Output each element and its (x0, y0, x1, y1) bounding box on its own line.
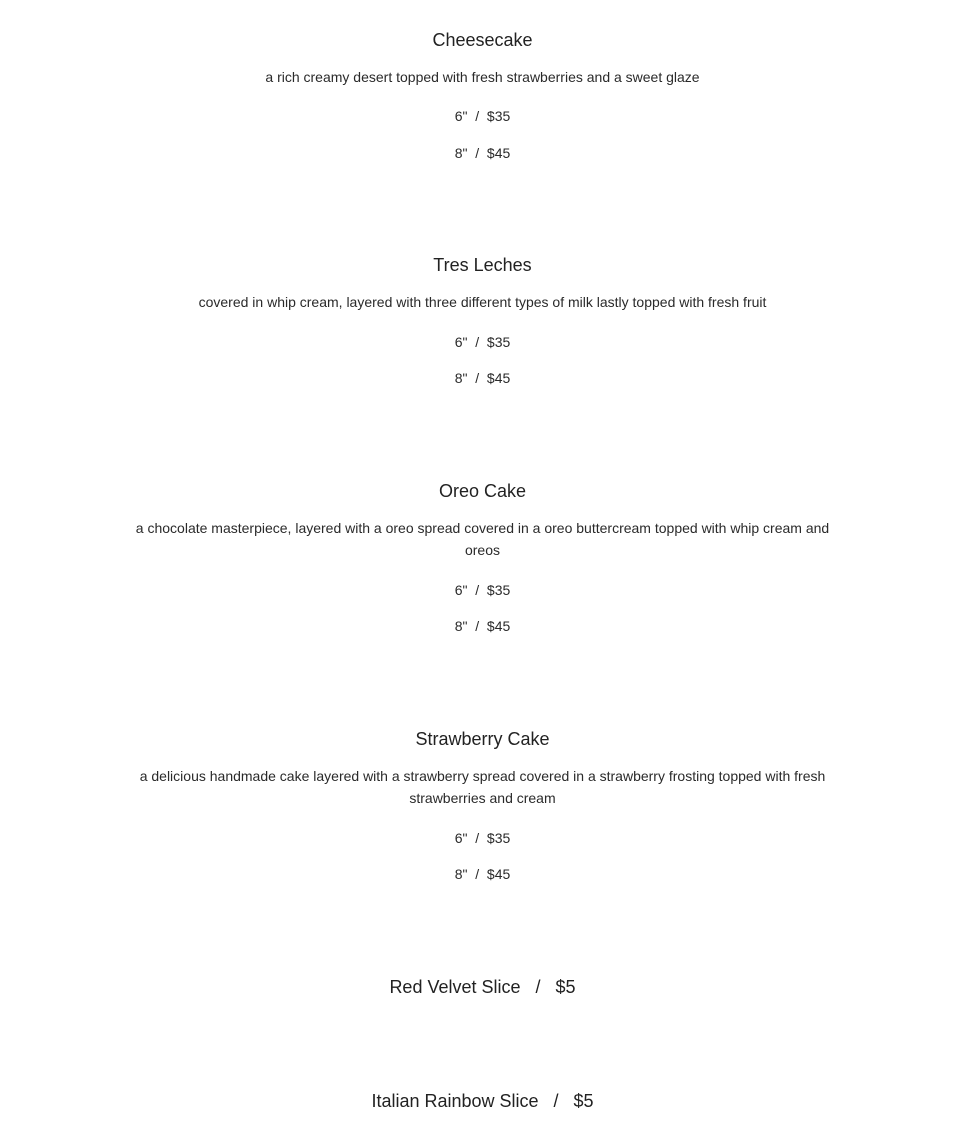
price-8-inch: 8" / $45 (454, 145, 511, 161)
menu-item-strawberry-cake (0, 728, 965, 884)
price-8-inch: 8" / $45 (454, 370, 511, 386)
price-6-inch: 6" / $35 (454, 334, 511, 350)
price-6-inch: 6" / $35 (454, 582, 511, 598)
price-8-inch: 8" / $45 (454, 866, 511, 882)
menu-item-oreo-cake (0, 480, 965, 636)
item-title: Strawberry Cake (415, 729, 550, 749)
item-title: Tres Leches (433, 255, 532, 275)
price-6-inch: 6" / $35 (454, 108, 511, 124)
item-title: Cheesecake (432, 30, 533, 50)
menu-item-tres-leches (0, 254, 965, 388)
menu-item-italian-rainbow-slice: Italian Rainbow Slice / $5 (371, 1091, 594, 1111)
item-description: covered in whip cream, layered with three different types of milk lastly topped with fresh fruit (198, 294, 767, 310)
item-title: Oreo Cake (438, 481, 527, 501)
item-description: a chocolate masterpiece, layered with a oreo spread covered in a oreo buttercream topped with whip cream and oreos (135, 520, 830, 558)
price-6-inch: 6" / $35 (454, 830, 511, 846)
item-description: a delicious handmade cake layered with a strawberry spread covered in a strawberry frosting topped with fresh strawberries and cream (139, 768, 826, 806)
menu-item-cheesecake (0, 29, 965, 163)
item-description: a rich creamy desert topped with fresh strawberries and a sweet glaze (265, 69, 700, 85)
menu-item-red-velvet-slice: Red Velvet Slice / $5 (389, 977, 576, 997)
price-8-inch: 8" / $45 (454, 618, 511, 634)
